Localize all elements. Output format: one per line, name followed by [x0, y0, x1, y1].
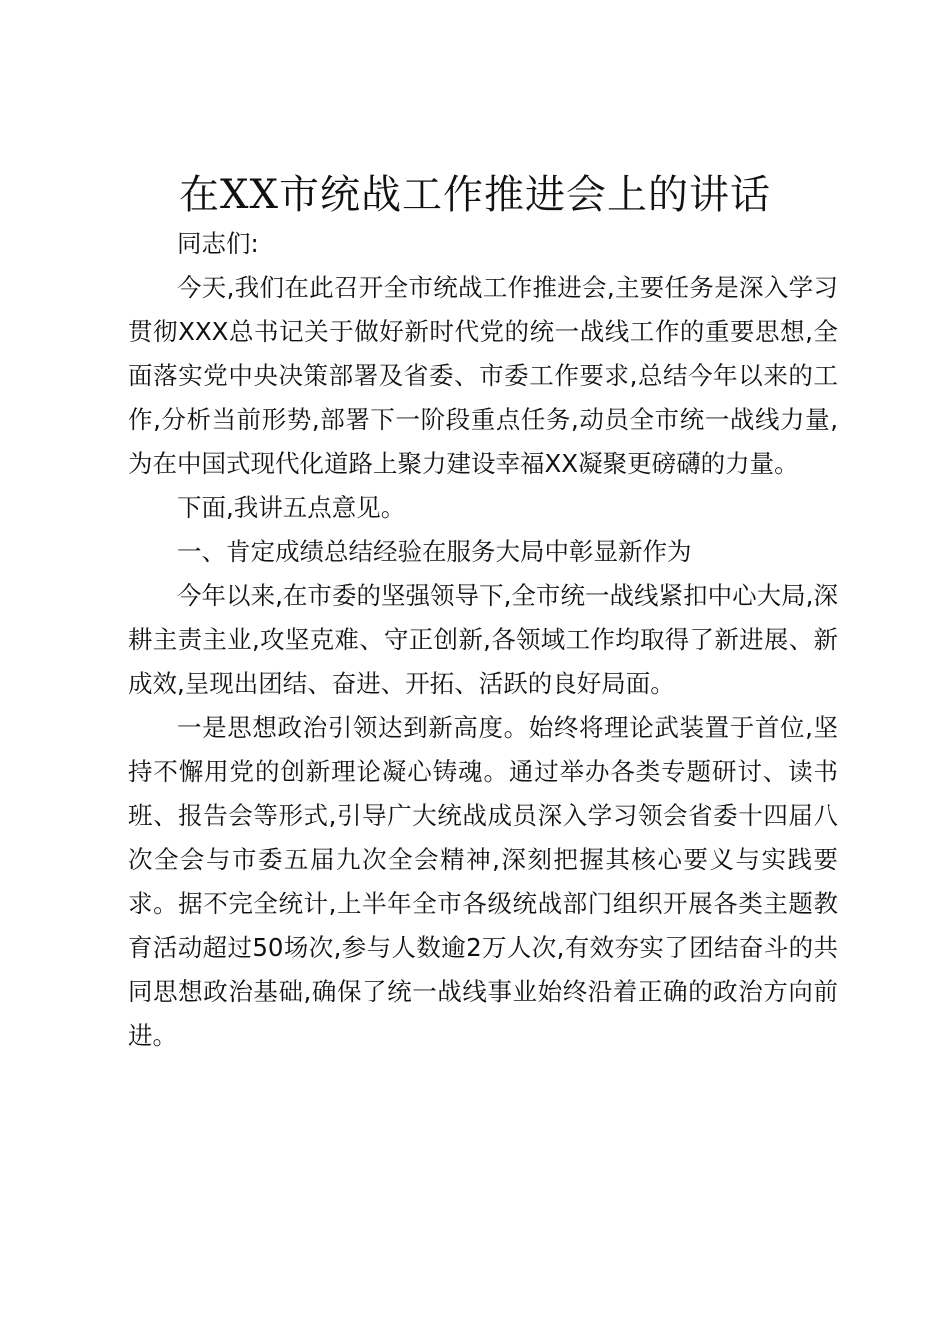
document-body [128, 222, 838, 1058]
paragraph-opening: 今天,我们在此召开全市统战工作推进会,主要任务是深入学习贯彻XXX总书记关于做好新时代党的统一战线工作的重要思想,全面落实党中央决策部署及省委、市委工作要求,总结今年以来的工作,分析当前形势,部署下一阶段重点任务,动员全市统一战线力量,为在中国式现代化道路上聚力建设幸福XX凝聚更磅礴的力量。 [128, 273, 838, 478]
section-heading-1: 一、肯定成绩总结经验在服务大局中彰显新作为 [177, 537, 692, 566]
paragraph-outline: 下面,我讲五点意见。 [177, 493, 406, 522]
document-title: 在XX市统战工作推进会上的讲话 [179, 172, 771, 218]
paragraph-achievements: 今年以来,在市委的坚强领导下,全市统一战线紧扣中心大局,深耕主责主业,攻坚克难、守正创新,各领域工作均取得了新进展、新成效,呈现出团结、奋进、开拓、活跃的良好局面。 [128, 581, 838, 698]
salutation: 同志们: [177, 229, 259, 258]
paragraph-ideological-guidance: 一是思想政治引领达到新高度。始终将理论武装置于首位,坚持不懈用党的创新理论凝心铸魂。通过举办各类专题研讨、读书班、报告会等形式,引导广大统战成员深入学习领会省委十四届八次全会与市委五届九次全会精神,深刻把握其核心要义与实践要求。据不完全统计,上半年全市各级统战部门组织开展各类主题教育活动超过50场次,参与人数逾2万人次,有效夯实了团结奋斗的共同思想政治基础,确保了统一战线事业始终沿着正确的政治方向前进。 [128, 713, 838, 1050]
